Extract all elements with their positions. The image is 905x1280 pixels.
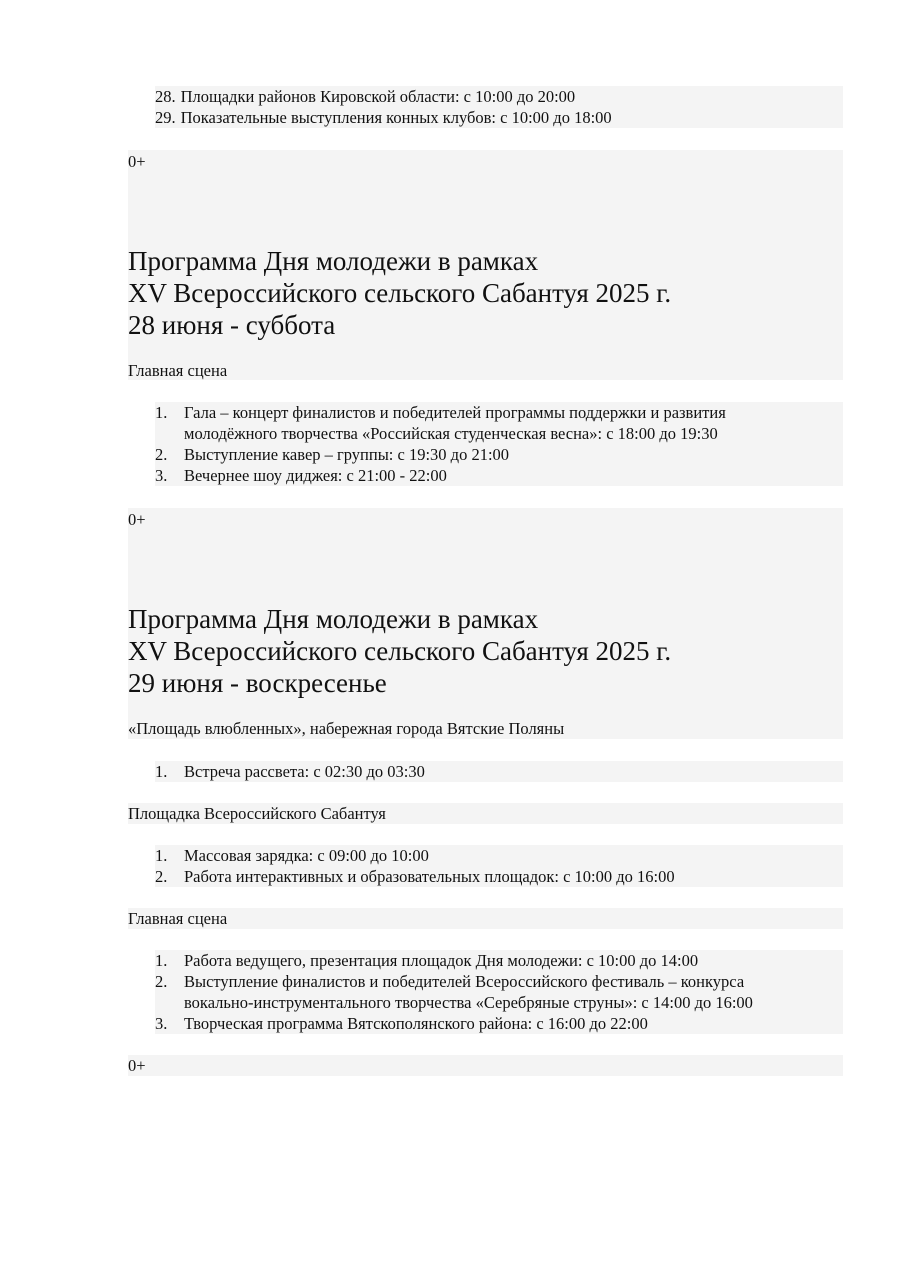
venue1-list-band <box>155 761 843 782</box>
section1-band <box>128 150 843 380</box>
venue-label: Главная сцена <box>128 908 843 929</box>
list-item: 1. Работа ведущего, презентация площадок Дня молодежи: с 10:00 до 14:00 <box>155 951 699 970</box>
venue-label: Главная сцена <box>128 361 228 380</box>
top-list <box>155 86 843 128</box>
venue-label: Площадка Всероссийского Сабантуя <box>128 803 843 824</box>
venue2-list-band <box>155 845 843 887</box>
list-item: 1. Гала – концерт финалистов и победителей программы поддержки и развития молодёжного творчества «Российская студенческая весна»: с 18:00 до 19:30 <box>155 403 726 443</box>
section2-band <box>128 508 843 739</box>
venue-label: «Площадь влюбленных», набережная города Вятские Поляны <box>128 719 565 738</box>
list-item: 1. Встреча рассвета: с 02:30 до 03:30 <box>155 762 425 781</box>
venue3-list <box>155 950 843 1034</box>
venue3-list-band <box>155 950 843 1034</box>
section1-list <box>155 402 843 486</box>
list-item: 3. Вечернее шоу диджея: с 21:00 - 22:00 <box>155 466 447 485</box>
list-item: 29. Показательные выступления конных клубов: с 10:00 до 18:00 <box>155 108 612 127</box>
top-list-band <box>155 86 843 128</box>
venue1-list <box>155 761 843 782</box>
section1-list-band <box>155 402 843 486</box>
venue2-list <box>155 845 843 887</box>
section1-title: Программа Дня молодежи в рамках XV Всероссийского сельского Сабантуя 2025 г. 28 июня - суббота <box>128 246 672 340</box>
list-item: 2. Выступление финалистов и победителей Всероссийского фестиваль – конкурса вокально-инструментального творчества «Серебряные струны»: с 14:00 до 16:00 <box>155 972 753 1012</box>
list-item: 3. Творческая программа Вятскополянского района: с 16:00 до 22:00 <box>155 1014 648 1033</box>
list-item: 2. Работа интерактивных и образовательных площадок: с 10:00 до 16:00 <box>155 867 675 886</box>
list-item: 1. Массовая зарядка: с 09:00 до 10:00 <box>155 846 429 865</box>
age-rating: 0+ <box>128 152 146 171</box>
list-item: 28. Площадки районов Кировской области: с 10:00 до 20:00 <box>155 87 576 106</box>
age-rating: 0+ <box>128 510 146 529</box>
age-rating: 0+ <box>128 1055 843 1076</box>
list-item: 2. Выступление кавер – группы: с 19:30 до 21:00 <box>155 445 510 464</box>
section2-title: Программа Дня молодежи в рамках XV Всероссийского сельского Сабантуя 2025 г. 29 июня - воскресенье <box>128 604 672 698</box>
